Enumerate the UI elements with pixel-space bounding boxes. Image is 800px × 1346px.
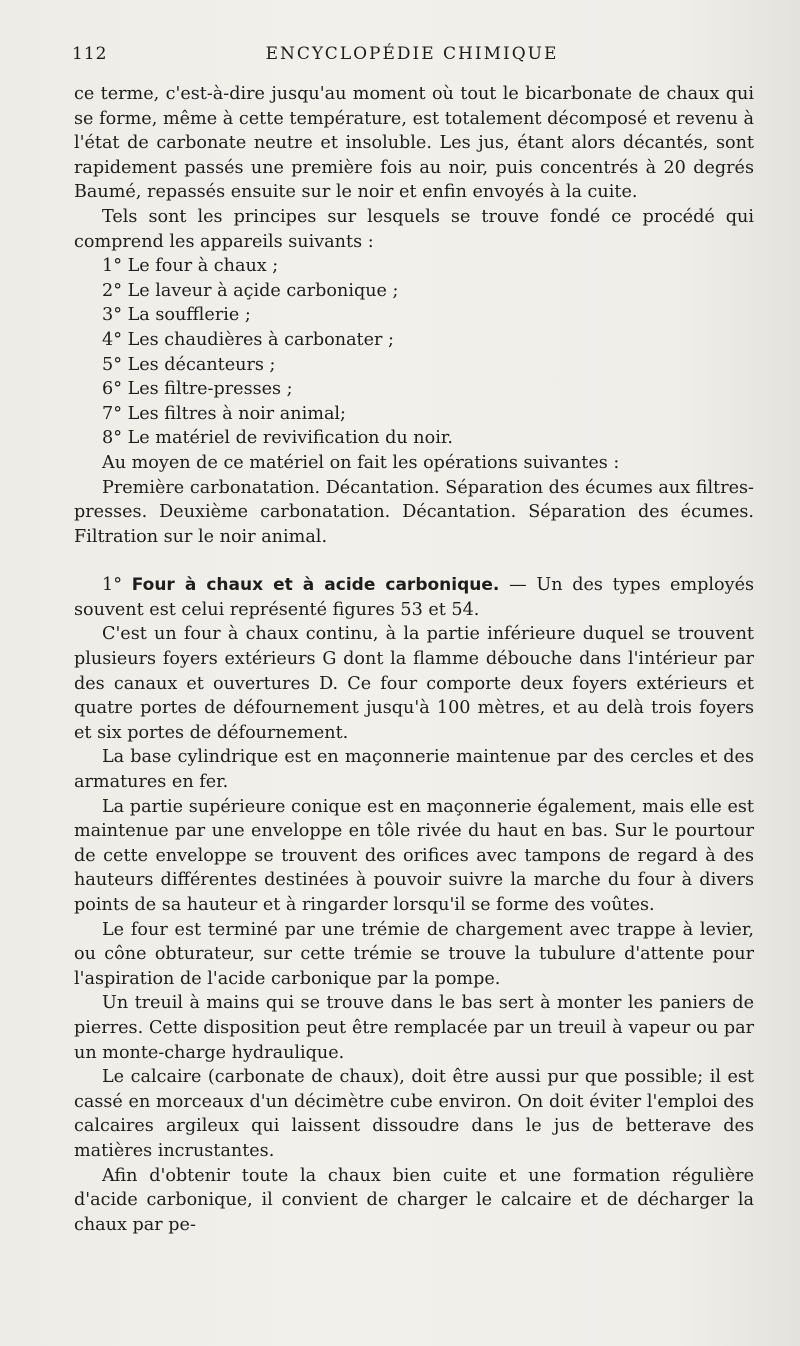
list-item: 1° Le four à chaux ; xyxy=(102,256,279,277)
paragraph: Le calcaire (carbonate de chaux), doit être aussi pur que possible; il est cassé en morceaux d'un décimètre cube environ. On doit éviter l'emploi des calcaires argileux qui laissent dissoudre dans le jus de betterave des matières incrustantes. xyxy=(74,1067,754,1161)
paragraph: Afin d'obtenir toute la chaux bien cuite et une formation régulière d'acide carbonique, il convient de charger le calcaire et de décharger la chaux par pe- xyxy=(74,1165,754,1235)
list-item: 8° Le matériel de revivification du noir. xyxy=(102,428,453,449)
apparatus-list xyxy=(74,254,754,451)
section-number: 1° xyxy=(102,575,122,596)
list-item: 4° Les chaudières à carbonater ; xyxy=(102,329,394,350)
paragraph: ce terme, c'est-à-dire jusqu'au moment où tout le bicarbonate de chaux qui se forme, même à cette température, est totalement décomposé et revenu à l'état de carbonate neutre et insoluble. Les jus, étant alors décantés, sont rapidement passés une première fois au noir, puis concentrés à 20 degrés Baumé, repassés ensuite sur le noir et enfin envoyés à la cuite. xyxy=(74,84,754,203)
section-heading: Four à chaux et à acide carbonique. xyxy=(131,575,500,596)
running-title: ENCYCLOPÉDIE CHIMIQUE xyxy=(265,44,559,64)
paragraph: La partie supérieure conique est en maçonnerie également, mais elle est maintenue par une enveloppe en tôle rivée du haut en bas. Sur le pourtour de cette enveloppe se trouvent des orifices avec tampons de regard à des hauteurs différentes destinées à pouvoir suivre la marche du four à divers points de sa hauteur et à ringarder lorsqu'il se forme des voûtes. xyxy=(74,796,754,915)
section-lead: — Un des types employés souvent est celui représenté figures 53 et 54. xyxy=(74,575,755,620)
body-text xyxy=(74,82,754,1237)
section-paragraph xyxy=(74,573,754,622)
page-header xyxy=(72,44,752,74)
list-item: 2° Le laveur à açide carbonique ; xyxy=(102,280,399,301)
paragraph: C'est un four à chaux continu, à la partie inférieure duquel se trouvent plusieurs foyers extérieurs G dont la flamme débouche dans l'intérieur par des canaux et ouvertures D. Ce four comporte deux foyers extérieurs et quatre portes de défournement jusqu'à 100 mètres, et au delà trois foyers et six portes de défournement. xyxy=(74,624,754,743)
paragraph: Première carbonatation. Décantation. Séparation des écumes aux filtres-presses. Deuxième carbonatation. Décantation. Séparation des écumes. Filtration sur le noir animal. xyxy=(74,477,754,547)
paragraph: La base cylindrique est en maçonnerie maintenue par des cercles et des armatures en fer. xyxy=(74,747,754,793)
paragraph: Un treuil à mains qui se trouve dans le bas sert à monter les paniers de pierres. Cette disposition peut être remplacée par un treuil à vapeur ou par un monte-charge hydraulique. xyxy=(74,993,754,1063)
list-item: 6° Les filtre-presses ; xyxy=(102,379,293,400)
list-item: 3° La soufflerie ; xyxy=(102,305,251,326)
paragraph: Au moyen de ce matériel on fait les opérations suivantes : xyxy=(102,452,620,473)
page-number: 112 xyxy=(72,44,108,64)
paragraph: Le four est terminé par une trémie de chargement avec trappe à levier, ou cône obturateur, sur cette trémie se trouve la tubulure d'attente pour l'aspiration de l'acide carbonique par la pompe. xyxy=(74,919,754,989)
paragraph: Tels sont les principes sur lesquels se trouve fondé ce procédé qui comprend les appareils suivants : xyxy=(74,206,754,252)
list-item: 7° Les filtres à noir animal; xyxy=(102,403,346,424)
list-item: 5° Les décanteurs ; xyxy=(102,354,276,375)
